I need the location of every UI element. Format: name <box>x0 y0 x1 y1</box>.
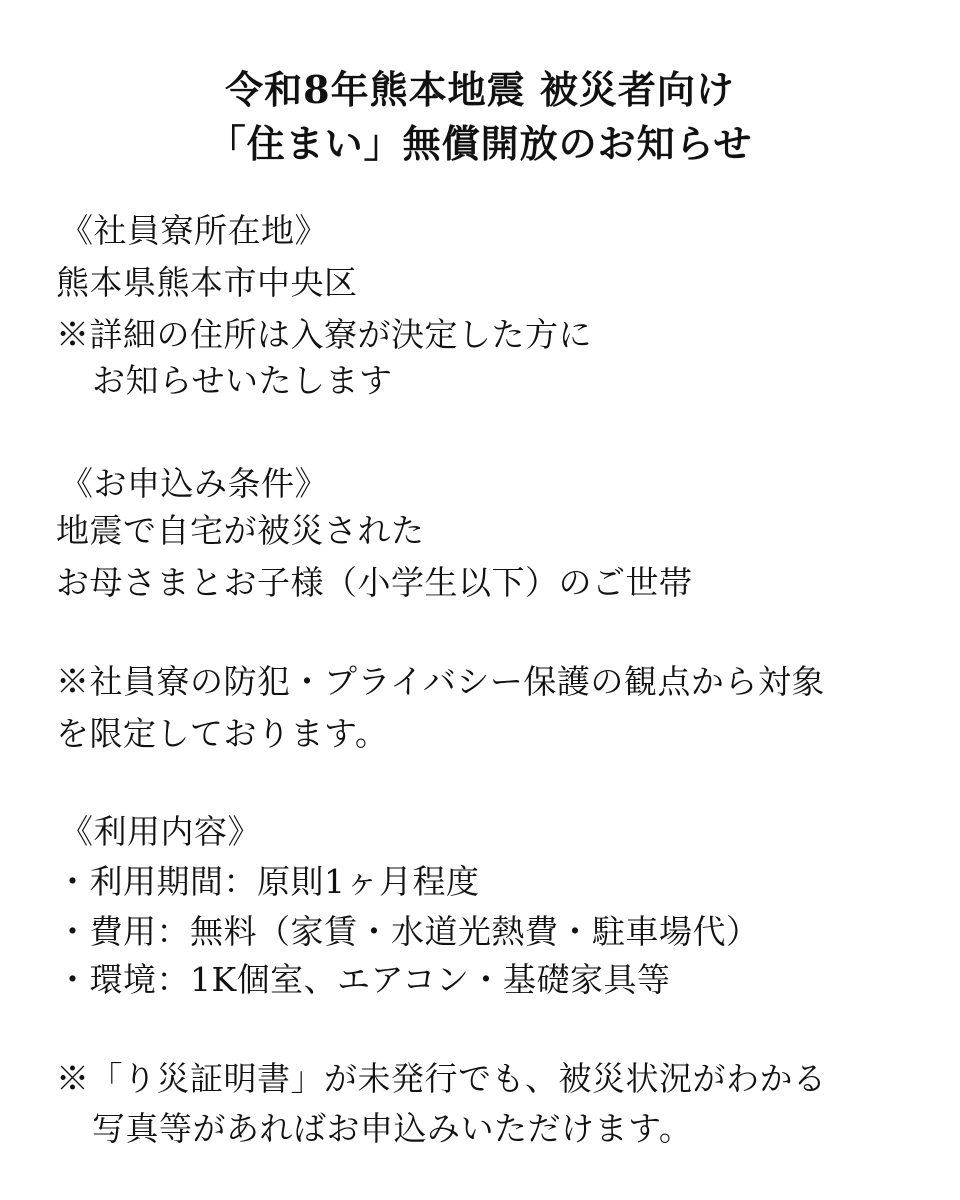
title-line-1: 令和8年熊本地震 被災者向け <box>225 67 735 112</box>
title-line-2: 「住まい」無償開放のお知らせ <box>207 121 753 166</box>
location-note-line-1: ※詳細の住所は入寮が決定した方に <box>56 315 592 354</box>
conditions-note-line-1: ※社員寮の防犯・プライバシー保護の観点から対象 <box>56 662 825 701</box>
conditions-line-1: 地震で自宅が被災された <box>56 511 425 550</box>
location-address: 熊本県熊本市中央区 <box>56 263 358 302</box>
usage-item-environment: ・環境：1K個室、エアコン・基礎家具等 <box>56 960 671 999</box>
usage-heading: 《利用内容》 <box>60 812 261 851</box>
footer-note-line-1: ※「り災証明書」が未発行でも、被災状況がわかる <box>56 1059 827 1098</box>
conditions-note-line-2: を限定しております。 <box>56 714 389 753</box>
usage-item-period: ・利用期間：原則1ヶ月程度 <box>56 862 480 901</box>
location-heading: 《社員寮所在地》 <box>60 211 328 250</box>
usage-item-cost: ・費用：無料（家賃・水道光熱費・駐車場代） <box>56 912 760 951</box>
location-note-line-2: お知らせいたします <box>92 361 393 400</box>
conditions-heading: 《お申込み条件》 <box>60 464 328 503</box>
footer-note-line-2: 写真等があればお申込みいただけます。 <box>92 1109 693 1148</box>
conditions-line-2: お母さまとお子様（小学生以下）のご世帯 <box>56 563 693 602</box>
